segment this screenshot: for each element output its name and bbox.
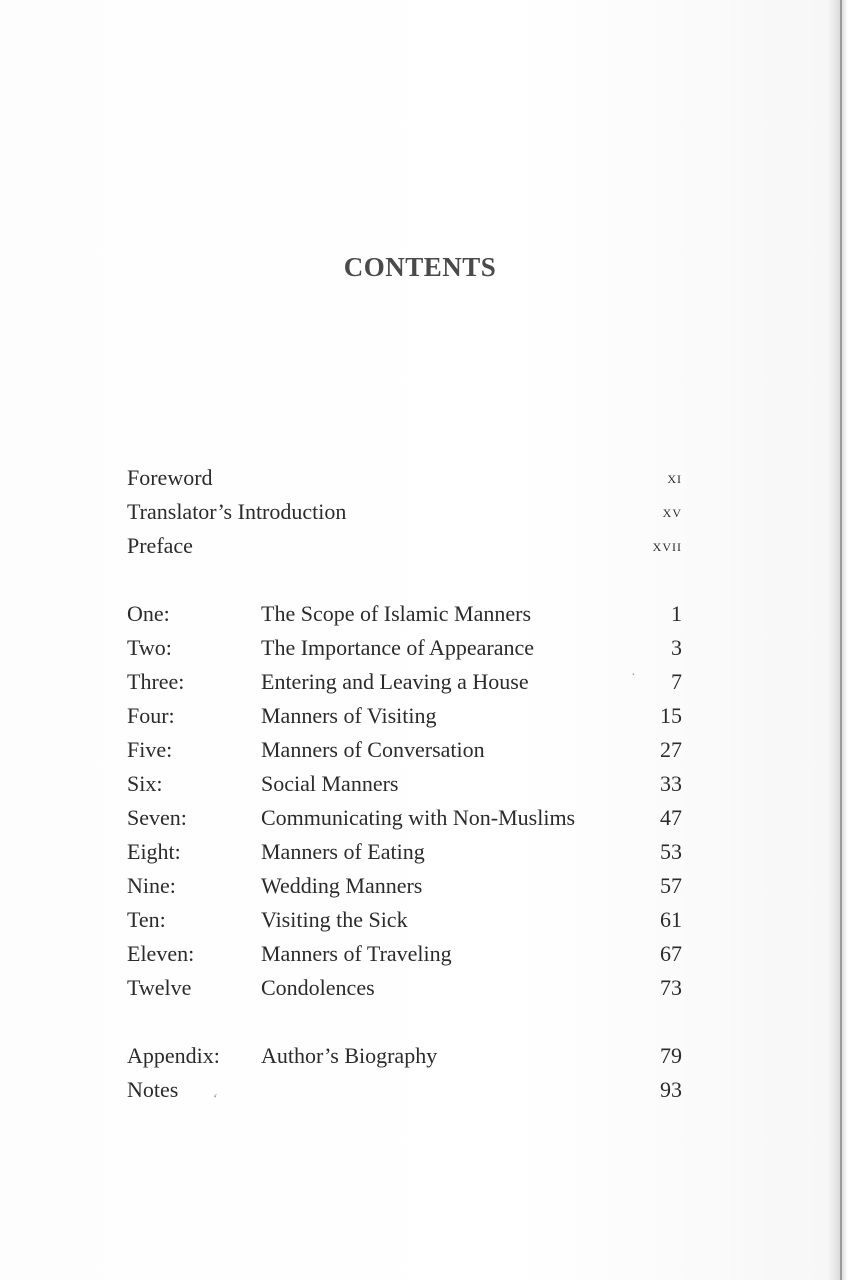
toc-row-chapter bbox=[127, 699, 682, 733]
page-number: 33 bbox=[660, 771, 682, 796]
chapter-label: Five: bbox=[127, 737, 173, 762]
toc-row-chapter bbox=[127, 767, 682, 801]
page-number: 73 bbox=[660, 975, 682, 1000]
page-number: 47 bbox=[660, 805, 682, 830]
toc-row-chapter bbox=[127, 903, 682, 937]
page-edge bbox=[840, 0, 842, 1280]
toc-row-preface bbox=[127, 529, 682, 563]
toc-row-chapter bbox=[127, 733, 682, 767]
chapter-title: Visiting the Sick bbox=[261, 907, 408, 932]
front-matter-list bbox=[127, 461, 682, 563]
page-number: 57 bbox=[660, 873, 682, 898]
page-number: 61 bbox=[660, 907, 682, 932]
chapter-title: Manners of Conversation bbox=[261, 737, 485, 762]
page-number: 93 bbox=[660, 1077, 682, 1102]
chapter-title: Condolences bbox=[261, 975, 375, 1000]
toc-row-chapter bbox=[127, 971, 682, 1005]
toc-row-chapter bbox=[127, 631, 682, 665]
front-matter-title: Translator’s Introduction bbox=[127, 499, 347, 524]
toc-row-chapter bbox=[127, 801, 682, 835]
page-number: xv bbox=[662, 502, 682, 521]
toc-row-chapter bbox=[127, 937, 682, 971]
chapter-label: Two: bbox=[127, 635, 172, 660]
chapter-title: Wedding Manners bbox=[261, 873, 423, 898]
page-number: 1 bbox=[671, 601, 682, 626]
chapter-title: Manners of Eating bbox=[261, 839, 425, 864]
toc-row-chapter bbox=[127, 597, 682, 631]
chapter-label: Six: bbox=[127, 771, 163, 796]
toc-row-translators-introduction bbox=[127, 495, 682, 529]
ink-speck: · bbox=[631, 668, 636, 683]
chapter-title: The Importance of Appearance bbox=[261, 635, 535, 660]
chapter-title: Entering and Leaving a House bbox=[261, 669, 529, 694]
front-matter-title: Foreword bbox=[127, 465, 213, 490]
ink-mark: ʻ bbox=[210, 1091, 219, 1108]
chapter-label: Twelve bbox=[127, 975, 192, 1000]
chapter-label: Eleven: bbox=[127, 941, 195, 966]
toc-row-appendix bbox=[127, 1039, 682, 1073]
back-matter-label: Appendix: bbox=[127, 1043, 220, 1068]
back-matter-label: Notes bbox=[127, 1077, 179, 1102]
chapter-label: Seven: bbox=[127, 805, 187, 830]
page-number: xvii bbox=[652, 536, 682, 555]
toc-row-chapter bbox=[127, 869, 682, 903]
page-number: 7 bbox=[671, 669, 682, 694]
toc-row-chapter bbox=[127, 835, 682, 869]
contents-heading: CONTENTS bbox=[343, 252, 497, 282]
page-number: xi bbox=[667, 468, 682, 487]
chapter-label: Ten: bbox=[127, 907, 166, 932]
chapter-title: Manners of Traveling bbox=[261, 941, 452, 966]
front-matter-title: Preface bbox=[127, 533, 193, 558]
toc-row-chapter bbox=[127, 665, 682, 699]
chapter-list bbox=[127, 597, 682, 1005]
chapter-label: One: bbox=[127, 601, 170, 626]
page-number: 53 bbox=[660, 839, 682, 864]
chapter-title: The Scope of Islamic Manners bbox=[261, 601, 532, 626]
back-matter-title: Author’s Biography bbox=[261, 1043, 438, 1068]
chapter-label: Eight: bbox=[127, 839, 181, 864]
chapter-label: Three: bbox=[127, 669, 185, 694]
back-matter-list bbox=[127, 1039, 682, 1107]
page-number: 27 bbox=[660, 737, 682, 762]
page-number: 3 bbox=[671, 635, 682, 660]
toc-row-foreword bbox=[127, 461, 682, 495]
chapter-label: Four: bbox=[127, 703, 175, 728]
chapter-title: Communicating with Non-Muslims bbox=[261, 805, 576, 830]
page-number: 15 bbox=[660, 703, 682, 728]
page-number: 67 bbox=[660, 941, 682, 966]
chapter-label: Nine: bbox=[127, 873, 176, 898]
page-number: 79 bbox=[660, 1043, 682, 1068]
chapter-title: Manners of Visiting bbox=[261, 703, 437, 728]
chapter-title: Social Manners bbox=[261, 771, 399, 796]
